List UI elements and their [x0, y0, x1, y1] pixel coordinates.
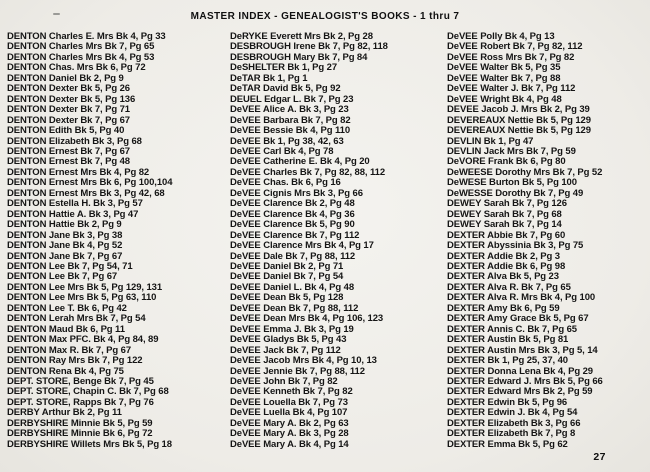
index-entry: DeVEE Walter Bk 5, Pg 35	[447, 62, 561, 74]
index-entry: DENTON Lee Bk 7, Pg 67	[7, 271, 118, 283]
index-entry: DeVEE Walter Bk 7, Pg 88	[447, 72, 561, 84]
index-entry: DENTON Charles Mrs Bk 7, Pg 65	[7, 41, 155, 53]
index-entry: DeVEE Luella Bk 4, Pg 107	[230, 407, 348, 419]
index-entry: DENTON Estella H. Bk 3, Pg 57	[7, 198, 143, 210]
index-entry: DeVEE Catherine E. Bk 4, Pg 20	[230, 156, 370, 168]
index-entry: DENTON Lee T. Bk 6, Pg 42	[7, 302, 127, 314]
index-entry: DESBROUGH Irene Bk 7, Pg 82, 118	[230, 41, 388, 53]
index-entry: DEVLIN Jack Mrs Bk 7, Pg 59	[447, 145, 576, 157]
page-number: 27	[593, 451, 606, 463]
index-entry: DENTON Daniel Bk 2, Pg 9	[7, 72, 124, 84]
index-entry: DeWEESE Dorothy Mrs Bk 7, Pg 52	[447, 166, 603, 178]
index-entry: DEXTER Donna Lena Bk 4, Pg 29	[447, 365, 593, 377]
index-entry: DENTON Lee Mrs Bk 5, Pg 129, 131	[7, 281, 163, 293]
index-entry: DeVEE Clarence Mrs Bk 4, Pg 17	[230, 240, 374, 252]
index-entry: DeWESSE Dorothy Bk 7, Pg 49	[447, 187, 584, 199]
index-entry: DEXTER Edward J. Mrs Bk 5, Pg 66	[447, 375, 603, 387]
index-entry: DENTON Elizabeth Bk 3, Pg 68	[7, 135, 142, 147]
index-entry: DEXTER Edward Mrs Bk 2, Pg 59	[447, 386, 593, 398]
index-entry: DEXTER Bk 1, Pg 25, 37, 40	[447, 355, 568, 367]
index-entry: DEXTER Elizabeth Bk 7, Pg 8	[447, 428, 576, 440]
index-entry: DENTON Charles E. Mrs Bk 4, Pg 33	[7, 31, 166, 42]
index-entry: DERBYSHIRE Minnie Bk 5, Pg 59	[7, 417, 153, 429]
index-entry: DEXTER Edwin Bk 5, Pg 96	[447, 396, 568, 408]
index-entry: DEVEREAUX Nettie Bk 5, Pg 129	[447, 125, 591, 137]
index-entry: DeVEE Carl Bk 4, Pg 78	[230, 145, 334, 157]
index-entry: DENTON Rena Bk 4, Pg 75	[7, 365, 124, 377]
index-entry: DENTON Lee Bk 7, Pg 54, 71	[7, 260, 133, 272]
index-entry: DEPT. STORE, Benge Bk 7, Pg 45	[7, 375, 154, 387]
index-entry: DENTON Ernest Mrs Bk 6, Pg 100,104	[7, 177, 173, 189]
index-entry: DEXTER Alva R. Mrs Bk 4, Pg 100	[447, 292, 596, 304]
index-entry: DeSHELTER Bk 1, Pg 27	[230, 62, 338, 74]
index-entry: DEXTER Alva R. Bk 7, Pg 65	[447, 281, 571, 293]
index-entry: DEXTER Emma Bk 5, Pg 62	[447, 438, 568, 450]
index-entry: DeVEE Bk 1, Pg 38, 42, 63	[230, 135, 344, 147]
index-entry: DEXTER Amy Bk 6, Pg 59	[447, 302, 560, 314]
index-entry: DENTON Ray Mrs Bk 7, Pg 122	[7, 355, 143, 367]
index-entry: DEPT. STORE, Rapps Bk 7, Pg 76	[7, 396, 154, 408]
index-entry: DENTON Chas. Mrs Bk 6, Pg 72	[7, 62, 146, 74]
index-entry: DERBYSHIRE Willets Mrs Bk 5, Pg 18	[7, 438, 172, 450]
index-entry: DENTON Lerah Mrs Bk 7, Pg 54	[7, 313, 146, 325]
index-entry: DeVEE Mary A. Bk 3, Pg 28	[230, 428, 349, 440]
index-entry: DEWEY Sarah Bk 7, Pg 14	[447, 219, 562, 231]
index-entry: DeVEE Alice A. Bk 3, Pg 23	[230, 104, 349, 116]
index-entry: DeVEE Clarence Bk 4, Pg 36	[230, 208, 355, 220]
index-entry: DEXTER Addie Bk 6, Pg 98	[447, 260, 566, 272]
index-entry: DERBY Arthur Bk 2, Pg 11	[7, 407, 122, 419]
index-entry: DeVEE Wright Bk 4, Pg 48	[447, 93, 562, 105]
index-entry: DeVEE Charles Bk 7, Pg 82, 88, 112	[230, 166, 386, 178]
index-entry: DeVEE Clarence Bk 7, Pg 112	[230, 229, 360, 241]
index-entry: DEXTER Elizabeth Bk 3, Pg 66	[447, 417, 581, 429]
index-entry: DEUEL Edgar L. Bk 7, Pg 23	[230, 93, 354, 105]
index-entry: DEWEY Sarah Bk 7, Pg 68	[447, 208, 562, 220]
index-entry: DeVEE Dean Bk 7, Pg 88, 112	[230, 302, 359, 314]
index-entry: DeVEE Mary A. Bk 2, Pg 63	[230, 417, 349, 429]
index-entry: DeVORE Frank Bk 6, Pg 80	[447, 156, 566, 168]
index-entry: DEXTER Alva Bk 5, Pg 23	[447, 271, 559, 283]
index-entry: DeVEE Daniel L. Bk 4, Pg 48	[230, 281, 355, 293]
index-entry: DeVEE Clarence Bk 5, Pg 90	[230, 219, 355, 231]
index-entry: DENTON Hattie Bk 2, Pg 9	[7, 219, 122, 231]
index-entry: DeVEE Emma J. Bk 3, Pg 19	[230, 323, 354, 335]
index-entry: DENTON Ernest Mrs Bk 4, Pg 82	[7, 166, 150, 178]
index-entry: DENTON Dexter Bk 5, Pg 136	[7, 93, 136, 105]
index-entry: DENTON Hattie A. Bk 3, Pg 47	[7, 208, 139, 220]
index-entry: DeVEE Cignis Mrs Bk 3, Pg 66	[230, 187, 363, 199]
index-entry: DeTAR Bk 1, Pg 1	[230, 72, 308, 84]
index-entry: DEXTER Austin Mrs Bk 3, Pg 5, 14	[447, 344, 598, 356]
index-entry: DERBYSHIRE Minnie Bk 6, Pg 72	[7, 428, 153, 440]
index-entry: DeTAR David Bk 5, Pg 92	[230, 83, 341, 95]
index-entry: DeVEE Walter J. Bk 7, Pg 112	[447, 83, 576, 95]
index-entry: DENTON Ernest Bk 7, Pg 48	[7, 156, 130, 168]
index-column-1	[7, 32, 225, 450]
index-entry: DeVEE Ross Mrs Bk 7, Pg 82	[447, 51, 575, 63]
index-entry: DESBROUGH Mary Bk 7, Pg 84	[230, 51, 368, 63]
index-entry: DEVEREAUX Nettie Bk 5, Pg 129	[447, 114, 591, 126]
index-entry: DEVEE Jacob J. Mrs Bk 2, Pg 39	[447, 104, 590, 116]
index-entry: DeVEE Bessie Bk 4, Pg 110	[230, 125, 351, 137]
index-column-3	[447, 32, 650, 450]
index-entry: DeVEE Jennie Bk 7, Pg 88, 112	[230, 365, 365, 377]
index-entry: DENTON Lee Mrs Bk 5, Pg 63, 110	[7, 292, 157, 304]
index-entry: DENTON Ernest Bk 7, Pg 67	[7, 145, 130, 157]
index-entry: DeRYKE Everett Mrs Bk 2, Pg 28	[230, 31, 373, 42]
index-entry: DeVEE Robert Bk 7, Pg 82, 112	[447, 41, 583, 53]
index-entry: DeVEE Barbara Bk 7, Pg 82	[230, 114, 351, 126]
index-entry: DEVLIN Bk 1, Pg 47	[447, 135, 534, 147]
index-entry: DeVEE Mary A. Bk 4, Pg 14	[230, 438, 349, 450]
index-entry: DeVEE Daniel Bk 7, Pg 54	[230, 271, 344, 283]
index-entry: DeVEE Polly Bk 4, Pg 13	[447, 31, 555, 42]
index-entry: DeVEE Chas. Bk 6, Pg 16	[230, 177, 341, 189]
index-column-2	[230, 32, 448, 450]
index-entry: DeVEE Dale Bk 7, Pg 88, 112	[230, 250, 356, 262]
index-entry: DENTON Jane Bk 3, Pg 38	[7, 229, 123, 241]
index-entry: DeWESE Burton Bk 5, Pg 100	[447, 177, 577, 189]
index-entry: DENTON Jane Bk 7, Pg 67	[7, 250, 123, 262]
index-entry: DeVEE Clarence Bk 2, Pg 48	[230, 198, 355, 210]
index-entry: DeVEE Louella Bk 7, Pg 73	[230, 396, 348, 408]
index-entry: DeVEE Jacob Mrs Bk 4, Pg 10, 13	[230, 355, 377, 367]
index-entry: DENTON Edith Bk 5, Pg 40	[7, 125, 125, 137]
index-entry: DENTON Maud Bk 6, Pg 11	[7, 323, 125, 335]
index-entry: DENTON Charles Mrs Bk 4, Pg 53	[7, 51, 155, 63]
index-entry: DENTON Max R. Bk 7, Pg 67	[7, 344, 132, 356]
index-entry: DeVEE John Bk 7, Pg 82	[230, 375, 338, 387]
index-entry: DeVEE Dean Mrs Bk 4, Pg 106, 123	[230, 313, 384, 325]
index-entry: DeVEE Dean Bk 5, Pg 128	[230, 292, 344, 304]
index-entry: DENTON Ernest Mrs Bk 3, Pg 42, 68	[7, 187, 165, 199]
index-entry: DeVEE Daniel Bk 2, Pg 71	[230, 260, 344, 272]
index-entry: DEXTER Amy Grace Bk 5, Pg 67	[447, 313, 589, 325]
index-entry: DeVEE Jack Bk 7, Pg 112	[230, 344, 341, 356]
index-entry: DENTON Dexter Bk 7, Pg 71	[7, 104, 130, 116]
index-entry: DEXTER Annis C. Bk 7, Pg 65	[447, 323, 577, 335]
index-entry: DEPT. STORE, Chapin C. Bk 7, Pg 68	[7, 386, 169, 398]
index-entry: DENTON Dexter Bk 7, Pg 67	[7, 114, 130, 126]
index-entry: DENTON Max PFC. Bk 4, Pg 84, 89	[7, 334, 159, 346]
index-entry: DEXTER Austin Bk 5, Pg 81	[447, 334, 569, 346]
index-entry: DENTON Dexter Bk 5, Pg 26	[7, 83, 130, 95]
index-entry: DEXTER Abbie Bk 7, Pg 60	[447, 229, 566, 241]
index-entry: DEXTER Edwin J. Bk 4, Pg 54	[447, 407, 578, 419]
index-entry: DeVEE Kenneth Bk 7, Pg 82	[230, 386, 353, 398]
page-title: MASTER INDEX - GENEALOGIST'S BOOKS - 1 thru 7	[190, 11, 460, 22]
index-entry: DENTON Jane Bk 4, Pg 52	[7, 240, 123, 252]
index-entry: DEXTER Addie Bk 2, Pg 3	[447, 250, 560, 262]
index-entry: DEWEY Sarah Bk 7, Pg 126	[447, 198, 567, 210]
index-entry: DEXTER Abyssinia Bk 3, Pg 75	[447, 240, 584, 252]
index-entry: DeVEE Gladys Bk 5, Pg 43	[230, 334, 347, 346]
